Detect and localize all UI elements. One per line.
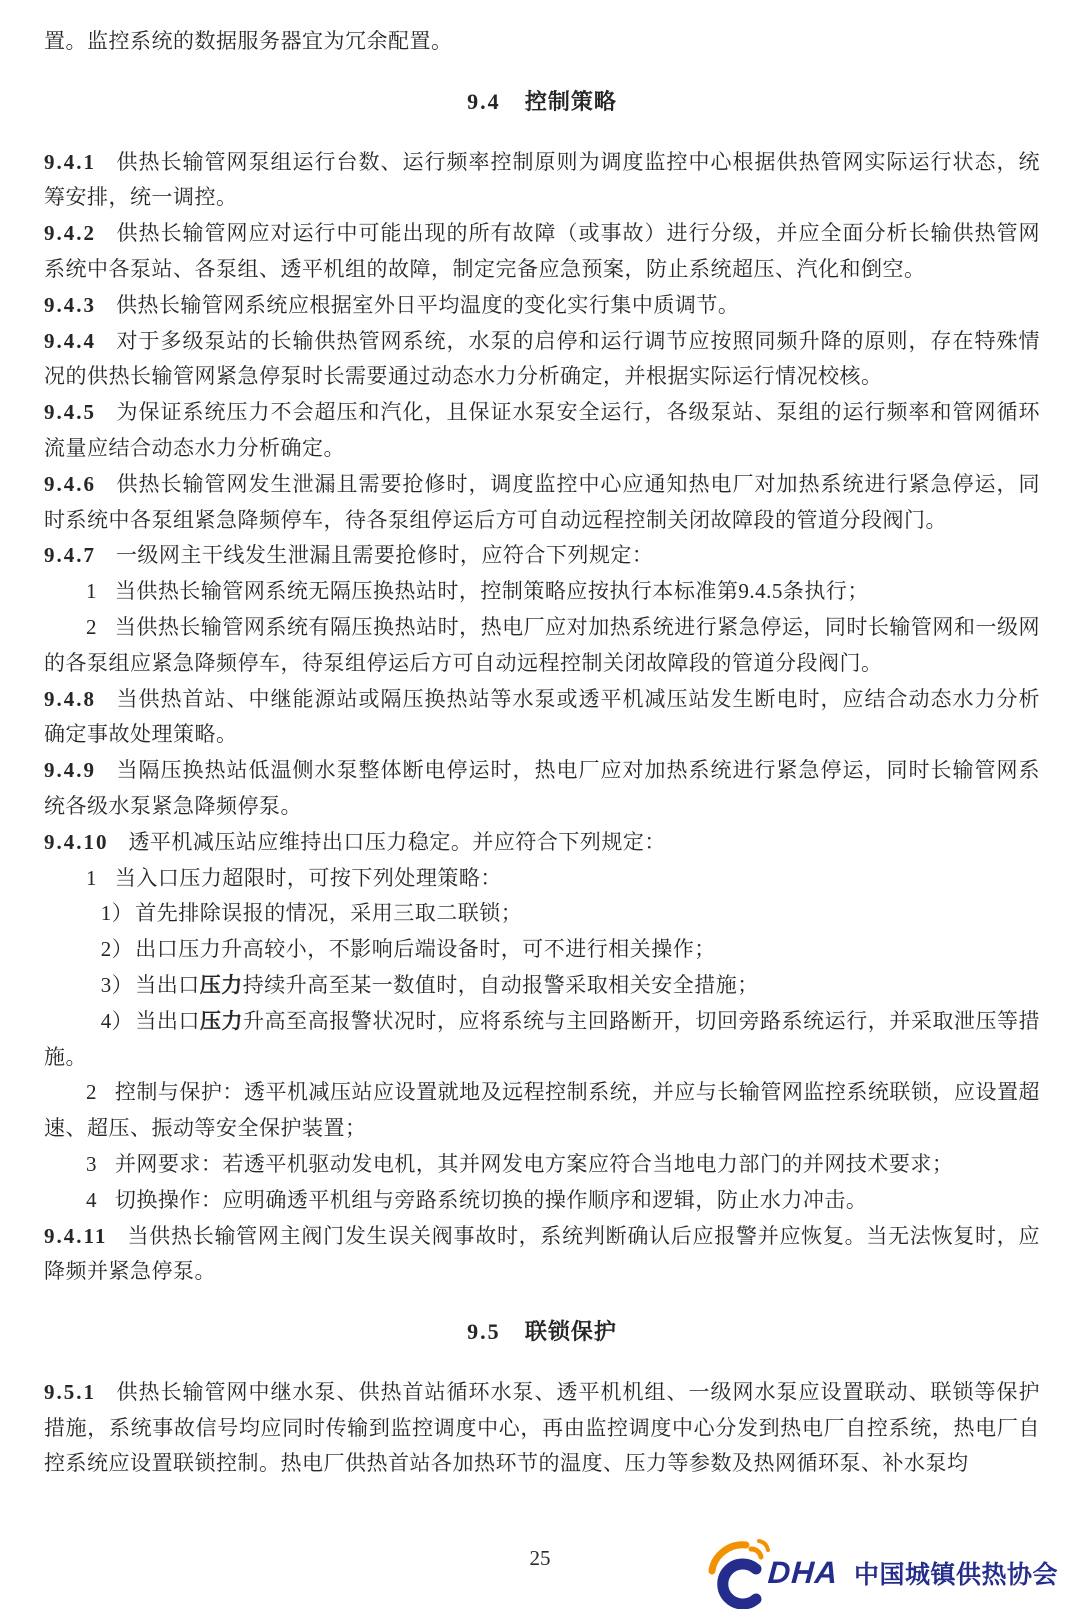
text-run: 当入口压力超限时，可按下列处理策略： [114,865,502,890]
text-run: 联锁保护 [524,1319,617,1345]
clause-number: 9.4.1 [44,149,96,174]
text-run: 当供热长输管网系统无隔压换热站时，控制策略应按执行本标准第9.4.5条执行； [114,579,869,604]
clause-number: 1） [100,901,134,926]
text-run: 供热长输管网应对运行中可能出现的所有故障（或事故）进行分级，并应全面分析长输供热管网系统中各泵站、各泵组、透平机组的故障，制定完备应急预案，防止系统超压、汽化和倒空。 [44,221,1040,281]
paragraph [44,467,1040,539]
text-run: 置。监控系统的数据服务器宜为冗余配置。 [44,29,453,53]
section-heading [44,1314,1040,1350]
clause-number: 1 [86,579,97,604]
paragraph [44,288,1040,324]
paragraph [44,1219,1040,1291]
paragraph [44,324,1040,396]
clause-number: 9.5.1 [44,1379,96,1404]
clause-number: 2 [86,614,97,639]
clause-number: 9.4.2 [44,221,96,246]
text-run: 当出口 [135,972,200,997]
text-run: 供热长输管网系统应根据室外日平均温度的变化实行集中质调节。 [115,292,740,317]
paragraph [44,1075,1040,1147]
text-run: 首先排除误报的情况，采用三取二联锁； [135,901,523,926]
text-run: 透平机减压站应维持出口压力稳定。并应符合下列规定： [128,829,666,854]
clause-number: 9.4.6 [44,471,96,496]
clause-number: 9.4.3 [44,292,96,317]
clause-number: 9.4.7 [44,543,96,568]
text-run: 切换操作：应明确透平机组与旁路系统切换的操作顺序和逻辑，防止水力冲击。 [114,1187,868,1212]
text-run: 对于多级泵站的长输供热管网系统，水泵的启停和运行调节应按照同频升降的原则，存在特殊情况的供热长输管网紧急停泵时长需要通过动态水力分析确定，并根据实际运行情况校核。 [44,328,1040,389]
paragraph [44,1004,1040,1076]
clause-number: 9.4.8 [44,686,96,711]
text-run: 当供热首站、中继能源站或隔压换热站等水泵或透平机减压站发生断电时，应结合动态水力分析确定事故处理策略。 [44,686,1040,747]
text-run: 当供热长输管网系统有隔压换热站时，热电厂应对加热系统进行紧急停运，同时长输管网和一级网的各泵组应紧急降频停车，待泵组停运后方可自动远程控制关闭故障段的管道分段阀门。 [44,614,1040,675]
logo-acronym: DHA [766,1555,840,1590]
text-run: 当隔压换热站低温侧水泵整体断电停运时，热电厂应对加热系统进行紧急停运，同时长输管网系统各级水泵紧急降频停泵。 [44,758,1040,818]
paragraph [44,216,1040,288]
paragraph [44,574,1040,610]
text-run: 当出口 [135,1008,200,1033]
logo-org-name: 中国城镇供热协会 [853,1561,1058,1589]
paragraph [44,1147,1040,1183]
paragraph [44,861,1040,897]
paragraph [44,825,1040,861]
clause-number: 3） [100,972,134,997]
paragraph [44,538,1040,574]
section-heading [44,84,1040,120]
clause-number: 4） [100,1008,134,1033]
document-content [44,24,1040,1482]
paragraph [44,896,1040,932]
clause-number: 3 [86,1151,97,1176]
text-run: 供热长输管网中继水泵、供热首站循环水泵、透平机机组、一级网水泵应设置联动、联锁等保护措施，系统事故信号均应同时传输到监控调度中心，再由监控调度中心分发到热电厂自控系统，热电厂自控系统应设置联锁控制。热电厂供热首站各加热环节的温度、压力等参数及热网循环泵、补水泵均 [44,1379,1040,1476]
text-run: 并网要求：若透平机驱动发电机，其并网发电方案应符合当地电力部门的并网技术要求； [114,1151,954,1176]
paragraph [44,1375,1040,1482]
paragraph [44,610,1040,682]
clause-number: 4 [86,1187,97,1212]
text-run: 控制与保护：透平机减压站应设置就地及远程控制系统，并应与长输管网监控系统联锁，应设置超速、超压、振动等安全保护装置； [44,1080,1040,1141]
text-run: 为保证系统压力不会超压和汽化，且保证水泵安全运行，各级泵站、泵组的运行频率和管网循环流量应结合动态水力分析确定。 [44,400,1040,460]
clause-number: 9.4 [467,88,501,114]
paragraph [44,24,1040,60]
clause-number: 9.5 [467,1319,501,1345]
clause-number: 9.4.10 [44,829,109,854]
text-run: 出口压力升高较小，不影响后端设备时，可不进行相关操作； [135,937,716,962]
clause-number: 2） [100,937,134,962]
association-logo [704,1537,1058,1609]
clause-number: 9.4.11 [44,1223,108,1248]
paragraph [44,1183,1040,1219]
text-run: 当供热长输管网主阀门发生误关阀事故时，系统判断确认后应报警并应恢复。当无法恢复时，应降频并紧急停泵。 [44,1223,1040,1284]
paragraph [44,932,1040,968]
clause-number: 9.4.4 [44,328,96,353]
text-run: 供热长输管网发生泄漏且需要抢修时，调度监控中心应通知热电厂对加热系统进行紧急停运，同时系统中各泵组紧急降频停车，待各泵组停运后方可自动远程控制关闭故障段的管道分段阀门。 [44,471,1040,532]
clause-number: 1 [86,865,97,890]
text-run: 控制策略 [524,88,617,114]
text-run: 升高至高报警状况时，应将系统与主回路断开，切回旁路系统运行，并采取泄压等措施。 [44,1008,1041,1069]
text-run: 持续升高至某一数值时，自动报警采取相关安全措施； [242,972,759,997]
page-number: 25 [529,1546,551,1570]
paragraph [44,395,1040,467]
text-run: 压力 [200,1008,244,1033]
text-run: 供热长输管网泵组运行台数、运行频率控制原则为调度监控中心根据供热管网实际运行状态，统筹安排，统一调控。 [44,149,1040,210]
clause-number: 9.4.5 [44,400,96,425]
paragraph [44,753,1040,825]
clause-number: 2 [86,1080,97,1105]
text-run: 压力 [199,972,243,997]
text-run: 一级网主干线发生泄漏且需要抢修时，应符合下列规定： [115,543,654,568]
paragraph [44,682,1040,754]
cdha-logo-icon [704,1537,778,1609]
clause-number: 9.4.9 [44,758,96,783]
paragraph [44,968,1040,1004]
paragraph [44,145,1040,217]
